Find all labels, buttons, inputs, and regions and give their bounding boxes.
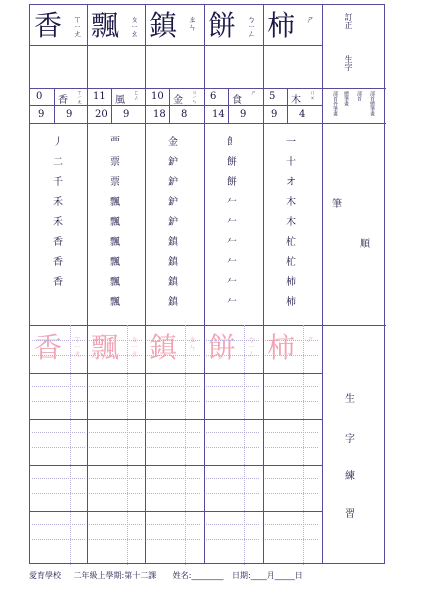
stroke-step: 二 bbox=[53, 157, 63, 168]
practice-guide bbox=[147, 355, 200, 356]
practice-guide bbox=[265, 524, 318, 525]
practice-guide bbox=[206, 447, 259, 448]
practice-guide bbox=[147, 493, 200, 494]
label-total-strokes: 總筆畫 bbox=[343, 91, 349, 106]
total-strokes: 9 bbox=[38, 109, 45, 120]
total-strokes: 20 bbox=[95, 109, 108, 120]
footer bbox=[29, 570, 303, 581]
stroke-step: 十 bbox=[286, 157, 296, 168]
practice-guide bbox=[206, 386, 259, 387]
radical-total-strokes: 8 bbox=[181, 109, 188, 120]
stroke-step: 飠 bbox=[227, 137, 237, 148]
stroke-step: 票 bbox=[110, 177, 120, 188]
non-radical-strokes: 0 bbox=[36, 91, 43, 102]
target-character: 鎮 bbox=[149, 9, 178, 42]
worksheet-grid bbox=[29, 4, 385, 564]
tracing-character[interactable]: 飄 bbox=[91, 331, 120, 364]
practice-guide bbox=[147, 432, 200, 433]
zhuyin-label: ㄆㄧㄠ bbox=[130, 15, 139, 38]
char-column bbox=[30, 5, 87, 563]
practice-vertical-guide bbox=[70, 325, 72, 565]
zhuyin-label: ㄓㄣ bbox=[188, 15, 197, 31]
practice-guide bbox=[265, 340, 318, 341]
practice-guide bbox=[32, 401, 85, 402]
practice-guide bbox=[265, 478, 318, 479]
stroke-step: 飄 bbox=[110, 217, 120, 228]
stroke-order-label-1: 筆 bbox=[332, 199, 342, 210]
practice-guide bbox=[147, 524, 200, 525]
practice-guide bbox=[32, 539, 85, 540]
practice-guide bbox=[265, 401, 318, 402]
radical-total-strokes: 9 bbox=[240, 109, 247, 120]
practice-guide bbox=[89, 493, 142, 494]
radical-char: 風 bbox=[115, 95, 125, 106]
practice-guide bbox=[147, 340, 200, 341]
stroke-step: 鈩 bbox=[168, 177, 178, 188]
stroke-step: 鈩 bbox=[168, 157, 178, 168]
stroke-order-list bbox=[275, 133, 307, 313]
stroke-step: 票 bbox=[110, 157, 120, 168]
practice-guide bbox=[265, 355, 318, 356]
metric-divider bbox=[287, 88, 288, 123]
correction-label: 訂正 bbox=[344, 13, 353, 29]
tracing-zhuyin: ㄅㄧㄥ bbox=[247, 335, 256, 358]
tracing-character[interactable]: 香 bbox=[34, 331, 63, 364]
stroke-step: 飄 bbox=[110, 237, 120, 248]
stroke-step: 千 bbox=[53, 177, 63, 188]
target-character: 飄 bbox=[91, 9, 120, 42]
tracing-character[interactable]: 鎮 bbox=[149, 331, 178, 364]
practice-guide bbox=[147, 539, 200, 540]
tracing-character[interactable]: 柿 bbox=[267, 331, 296, 364]
stroke-step: 香 bbox=[53, 277, 63, 288]
date-field[interactable]: 日期:____月_____日 bbox=[232, 571, 303, 580]
practice-label-4: 習 bbox=[345, 509, 355, 520]
stroke-order-list bbox=[216, 133, 248, 313]
zhuyin-label: ㄒㄧㄤ bbox=[73, 15, 82, 38]
stroke-step: 餅 bbox=[227, 177, 237, 188]
practice-guide bbox=[265, 493, 318, 494]
tracing-zhuyin: ㄓㄣ bbox=[188, 335, 197, 351]
practice-guide bbox=[265, 447, 318, 448]
stroke-step: 香 bbox=[53, 257, 63, 268]
stroke-step: 木 bbox=[286, 217, 296, 228]
tracing-zhuyin: ㄒㄧㄤ bbox=[73, 335, 82, 358]
practice-vertical-guide bbox=[303, 325, 305, 565]
practice-guide bbox=[265, 386, 318, 387]
metric-divider bbox=[111, 88, 112, 123]
tracing-zhuyin: ㄕ bbox=[306, 335, 315, 343]
radical-total-strokes: 9 bbox=[123, 109, 130, 120]
practice-guide bbox=[32, 340, 85, 341]
practice-guide bbox=[32, 432, 85, 433]
stroke-step: オ bbox=[286, 177, 296, 188]
practice-label-3: 練 bbox=[345, 471, 355, 482]
stroke-order-list bbox=[99, 133, 131, 313]
practice-label-2: 字 bbox=[345, 434, 355, 445]
zhuyin-label: ㄕ bbox=[306, 15, 315, 23]
practice-guide bbox=[32, 386, 85, 387]
practice-guide bbox=[89, 355, 142, 356]
practice-guide bbox=[206, 401, 259, 402]
stroke-step: 禾 bbox=[53, 217, 63, 228]
radical-zhuyin: ㄈㄥ bbox=[133, 90, 139, 100]
target-character: 柿 bbox=[267, 9, 296, 42]
non-radical-strokes: 11 bbox=[93, 91, 106, 102]
practice-guide bbox=[147, 447, 200, 448]
radical-zhuyin: ㄇㄨ bbox=[309, 90, 315, 100]
stroke-step: 飄 bbox=[110, 197, 120, 208]
stroke-order-label-2: 順 bbox=[360, 239, 370, 250]
stroke-step: 𠂉 bbox=[227, 257, 237, 268]
practice-guide bbox=[89, 401, 142, 402]
practice-guide bbox=[32, 478, 85, 479]
practice-guide bbox=[89, 432, 142, 433]
stroke-step: 𠂉 bbox=[227, 197, 237, 208]
practice-guide bbox=[89, 524, 142, 525]
practice-vertical-guide bbox=[185, 325, 187, 565]
target-character: 香 bbox=[34, 9, 63, 42]
practice-guide bbox=[206, 478, 259, 479]
radical-char: 食 bbox=[232, 95, 242, 106]
practice-vertical-guide bbox=[244, 325, 246, 565]
radical-zhuyin: ㄐㄧㄣ bbox=[191, 90, 197, 104]
stroke-step: 柿 bbox=[286, 277, 296, 288]
practice-guide bbox=[89, 539, 142, 540]
stroke-step: 杧 bbox=[286, 237, 296, 248]
practice-guide bbox=[89, 447, 142, 448]
stroke-step: 丿 bbox=[53, 137, 63, 148]
char-column bbox=[204, 5, 261, 563]
tracing-zhuyin: ㄆㄧㄠ bbox=[130, 335, 139, 358]
stroke-step: 飄 bbox=[110, 277, 120, 288]
stroke-step: 鈩 bbox=[168, 197, 178, 208]
metric-divider bbox=[54, 88, 55, 123]
char-column bbox=[145, 5, 202, 563]
zhuyin-label: ㄅㄧㄥ bbox=[247, 15, 256, 38]
stroke-order-list bbox=[157, 133, 189, 313]
target-character: 餅 bbox=[208, 9, 237, 42]
practice-guide bbox=[89, 478, 142, 479]
stroke-step: 鎮 bbox=[168, 257, 178, 268]
new-char-label: 生字 bbox=[344, 55, 353, 71]
practice-guide bbox=[147, 478, 200, 479]
radical-char: 木 bbox=[291, 95, 301, 106]
school-name: 愛育學校 bbox=[29, 571, 61, 580]
stroke-step: 金 bbox=[168, 137, 178, 148]
total-strokes: 14 bbox=[212, 109, 225, 120]
label-non-radical-strokes: 部首外筆畫 bbox=[332, 91, 338, 116]
stroke-step: 木 bbox=[286, 197, 296, 208]
stroke-order-list bbox=[42, 133, 74, 293]
practice-guide bbox=[89, 340, 142, 341]
stroke-step: 鎮 bbox=[168, 297, 178, 308]
practice-guide bbox=[206, 355, 259, 356]
practice-guide bbox=[147, 386, 200, 387]
practice-guide bbox=[265, 539, 318, 540]
practice-guide bbox=[265, 432, 318, 433]
radical-zhuyin: ㄒㄧㄤ bbox=[76, 90, 82, 104]
radical-total-strokes: 9 bbox=[66, 109, 73, 120]
stroke-step: 禾 bbox=[53, 197, 63, 208]
lesson-info: 二年級上學期:第十二課 bbox=[73, 571, 157, 580]
stroke-step: 𠂉 bbox=[227, 277, 237, 288]
practice-guide bbox=[147, 401, 200, 402]
stroke-step: 飄 bbox=[110, 297, 120, 308]
non-radical-strokes: 5 bbox=[269, 91, 276, 102]
practice-guide bbox=[32, 524, 85, 525]
total-strokes: 18 bbox=[153, 109, 166, 120]
non-radical-strokes: 6 bbox=[210, 91, 217, 102]
practice-vertical-guide bbox=[127, 325, 129, 565]
practice-guide bbox=[206, 539, 259, 540]
radical-zhuyin: ㄕ bbox=[250, 90, 256, 95]
stroke-step: 𠂉 bbox=[227, 237, 237, 248]
char-column bbox=[87, 5, 144, 563]
tracing-character[interactable]: 餅 bbox=[208, 331, 237, 364]
stroke-step: 餅 bbox=[227, 157, 237, 168]
radical-char: 金 bbox=[173, 95, 183, 106]
stroke-step: 鈩 bbox=[168, 217, 178, 228]
metric-divider bbox=[228, 88, 229, 123]
stroke-step: 飄 bbox=[110, 257, 120, 268]
practice-guide bbox=[32, 447, 85, 448]
name-field[interactable]: 姓名:________ bbox=[172, 571, 224, 580]
total-strokes: 9 bbox=[271, 109, 278, 120]
radical-total-strokes: 4 bbox=[299, 109, 306, 120]
stroke-step: 杧 bbox=[286, 257, 296, 268]
stroke-step: 𠂉 bbox=[227, 297, 237, 308]
practice-guide bbox=[206, 524, 259, 525]
practice-guide bbox=[32, 493, 85, 494]
practice-guide bbox=[32, 355, 85, 356]
radical-char: 香 bbox=[58, 95, 68, 106]
stroke-step: 覀 bbox=[110, 137, 120, 148]
metric-divider bbox=[169, 88, 170, 123]
label-radical-strokes: 部首總筆畫 bbox=[369, 91, 375, 116]
stroke-step: 柿 bbox=[286, 297, 296, 308]
label-radical: 部首 bbox=[356, 91, 362, 101]
char-column bbox=[263, 5, 320, 563]
practice-guide bbox=[206, 493, 259, 494]
stroke-step: 𠂉 bbox=[227, 217, 237, 228]
non-radical-strokes: 10 bbox=[151, 91, 164, 102]
practice-label-1: 生 bbox=[345, 394, 355, 405]
practice-guide bbox=[206, 340, 259, 341]
stroke-step: 鎮 bbox=[168, 237, 178, 248]
stroke-step: 香 bbox=[53, 237, 63, 248]
practice-guide bbox=[89, 386, 142, 387]
practice-guide bbox=[206, 432, 259, 433]
stroke-step: 一 bbox=[286, 137, 296, 148]
stroke-step: 鎮 bbox=[168, 277, 178, 288]
